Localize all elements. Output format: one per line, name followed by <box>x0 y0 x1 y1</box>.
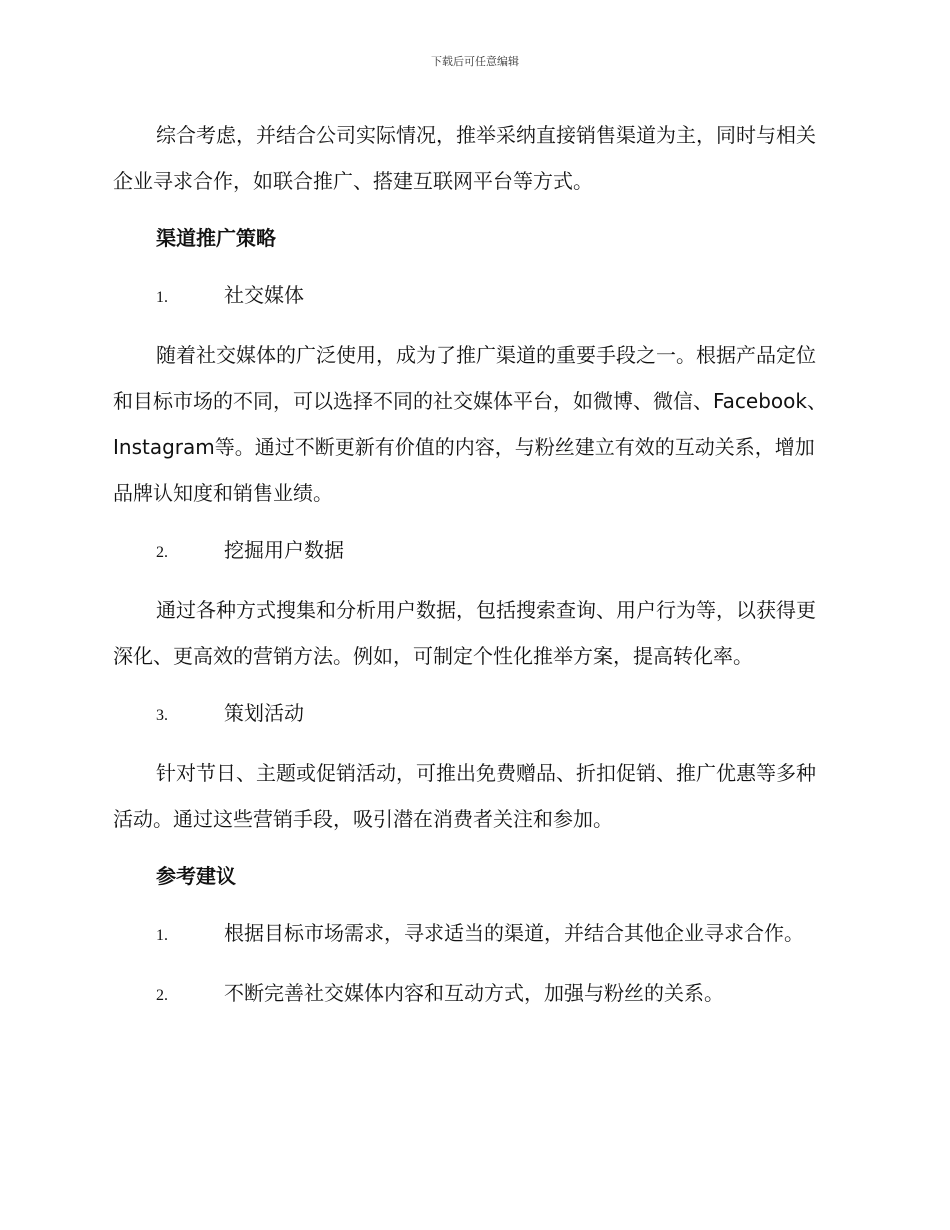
paragraph-user-data: 通过各种方式搜集和分析用户数据，包括搜索查询、用户行为等，以获得更深化、更高效的营销方法。例如，可制定个性化推举方案，提高转化率。 <box>113 598 816 668</box>
paragraph-plan-activities: 针对节日、主题或促销活动，可推出免费赠品、折扣促销、推广优惠等多种活动。通过这些营销手段，吸引潜在消费者关注和参加。 <box>113 761 816 831</box>
section-heading-suggestions: 参考建议 <box>156 864 236 888</box>
list-item-title: 挖掘用户数据 <box>224 538 344 562</box>
list-number: 1. <box>156 289 168 306</box>
list-item-title: 策划活动 <box>224 701 304 725</box>
list-number: 3. <box>156 707 168 724</box>
list-number: 2. <box>156 544 168 561</box>
list-item-title: 社交媒体 <box>224 283 304 307</box>
suggestion-text: 不断完善社交媒体内容和互动方式，加强与粉丝的关系。 <box>224 981 724 1005</box>
list-item-social-media <box>113 272 833 321</box>
document-body <box>113 112 833 1030</box>
suggestion-item-1 <box>113 910 833 959</box>
page-header: 下载后可任意编辑 <box>431 55 519 68</box>
suggestion-item-2 <box>113 970 833 1019</box>
list-item-plan-activities <box>113 690 833 739</box>
paragraph-social-media: 随着社交媒体的广泛使用，成为了推广渠道的重要手段之一。根据产品定位和目标市场的不同，可以选择不同的社交媒体平台，如微博、微信、Facebook、Instagram等。通过不断更新有价值的内容，与粉丝建立有效的互动关系，增加品牌认知度和销售业绩。 <box>113 343 827 505</box>
list-number: 1. <box>156 927 168 944</box>
list-item-user-data <box>113 527 833 576</box>
list-number: 2. <box>156 987 168 1004</box>
section-heading-channel-strategy: 渠道推广策略 <box>156 226 276 250</box>
intro-paragraph: 综合考虑，并结合公司实际情况，推举采纳直接销售渠道为主，同时与相关企业寻求合作，如联合推广、搭建互联网平台等方式。 <box>113 123 816 193</box>
suggestion-text: 根据目标市场需求，寻求适当的渠道，并结合其他企业寻求合作。 <box>224 921 804 945</box>
